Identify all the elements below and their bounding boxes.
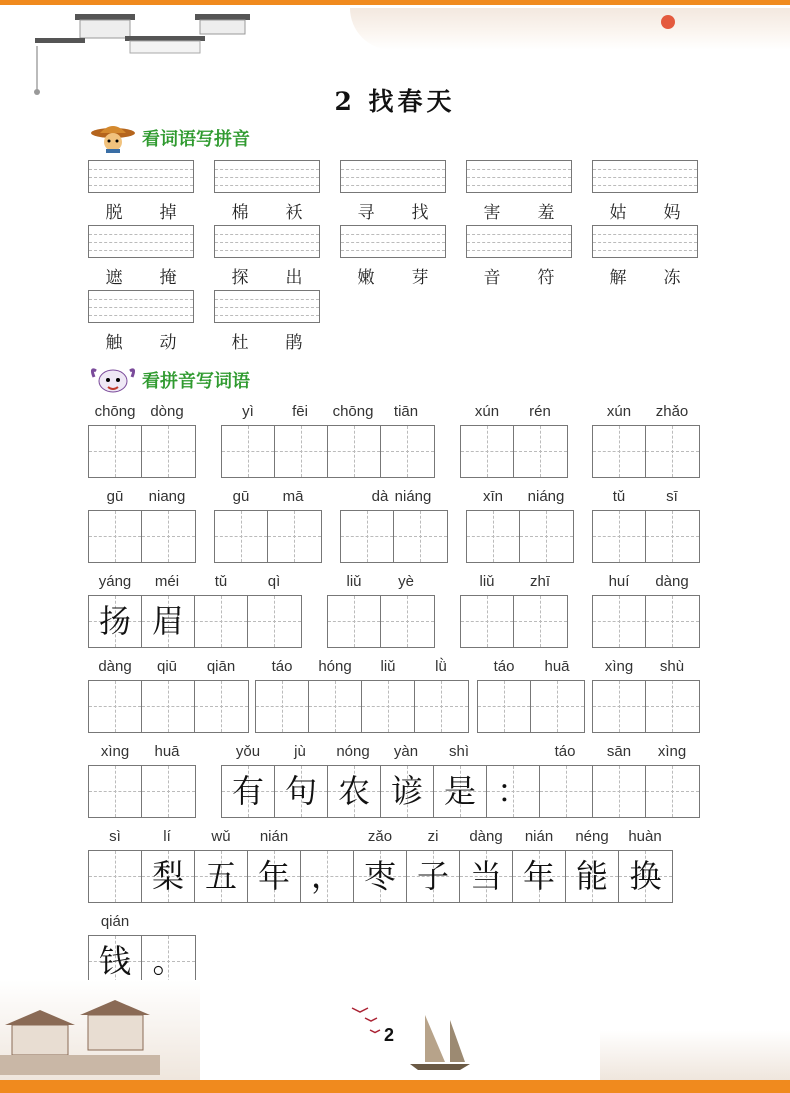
filled-char: 谚 [390,772,423,810]
pinyin-answer-box[interactable] [340,160,446,193]
filled-char: 眉 [151,602,184,640]
filled-char: 换 [629,857,662,895]
page-number: 2 [384,1025,395,1045]
filled-char: 有 [231,772,264,810]
landscape-decoration [350,8,790,50]
pinyin-label: dàng [98,658,132,675]
writing-cell[interactable] [328,596,381,647]
section-label: 看词语写拼音 [142,129,250,150]
writing-grid [88,510,196,563]
vocab-char: 找 [411,203,429,223]
writing-cell[interactable] [381,596,434,647]
writing-cell[interactable] [328,766,381,817]
writing-grid [88,595,302,648]
vocab-char: 害 [483,203,501,223]
pinyin-label: dòng [150,403,184,420]
pinyin-label: qián [100,913,130,930]
village-decoration-icon [0,985,160,1075]
pinyin-label: tiān [393,403,419,420]
pinyin-label: tǔ [214,573,228,590]
writing-cell[interactable] [434,766,487,817]
pinyin-label: dàng [469,828,503,845]
writing-grid [592,680,700,733]
writing-cell[interactable] [593,596,646,647]
pinyin-label: zi [427,828,439,845]
filled-char: 是 [443,772,476,810]
writing-cell[interactable] [89,426,142,477]
vocab-char: 音 [483,268,501,288]
pinyin-answer-box[interactable] [214,290,320,323]
pinyin-label: yàn [393,743,419,760]
pinyin-label: hóng [318,658,352,675]
pinyin-answer-box[interactable] [214,160,320,193]
pinyin-label: gū [106,488,124,505]
writing-cell[interactable] [142,426,195,477]
vocab-char: 姑 [609,203,627,223]
writing-cell[interactable] [513,851,566,902]
writing-cell[interactable] [415,681,468,732]
filled-char: 梨 [151,857,184,895]
pinyin-label: wǔ [211,828,231,845]
filled-char: 子 [416,857,449,895]
writing-cell[interactable] [646,766,699,817]
writing-cell[interactable] [461,596,514,647]
vocab-word [598,198,692,223]
vocab-char: 袄 [285,203,303,223]
pinyin-label: nóng [336,743,370,760]
writing-grid [327,595,435,648]
writing-cell[interactable] [531,681,584,732]
vocab-char: 妈 [663,203,681,223]
writing-grid [466,510,574,563]
sailboat-decoration-icon [340,1000,480,1075]
filled-char: 农 [337,772,370,810]
writing-cell[interactable] [222,766,275,817]
pinyin-label: jù [294,743,306,760]
writing-cell[interactable] [89,851,142,902]
pinyin-label: táo [554,743,576,760]
writing-cell[interactable] [341,511,394,562]
pinyin-label: dàng [655,573,689,590]
pinyin-label: nián [524,828,554,845]
writing-cell[interactable] [301,851,354,902]
writing-cell[interactable] [461,426,514,477]
writing-cell[interactable] [593,511,646,562]
vocab-char: 解 [609,268,627,288]
writing-cell[interactable] [646,511,699,562]
landscape-decoration [600,1030,790,1080]
writing-cell[interactable] [362,681,415,732]
cartoon-goat-character-icon [88,365,138,395]
pinyin-label: yáng [98,573,132,590]
writing-cell[interactable] [142,766,195,817]
writing-cell[interactable] [248,851,301,902]
writing-cell[interactable] [328,426,381,477]
vocab-char: 羞 [537,203,555,223]
pinyin-label: shì [448,743,469,760]
pinyin-label: huā [544,658,570,675]
pinyin-label: niáng [527,488,565,505]
pinyin-label: qiān [206,658,236,675]
bottom-accent-bar [0,1080,790,1093]
vocab-char: 杜 [231,333,249,353]
writing-cell[interactable] [593,766,646,817]
pinyin-answer-box[interactable] [592,225,698,258]
vocab-char: 触 [105,333,123,353]
filled-char: 。 [152,942,185,980]
pinyin-label: xún [474,403,500,420]
pinyin-label: sī [666,488,678,505]
writing-grid [214,510,322,563]
pinyin-label: nián [259,828,289,845]
pinyin-label: tǔ [612,488,626,505]
pinyin-label: niáng [394,488,432,505]
writing-cell[interactable] [619,851,672,902]
vocab-word [472,263,566,288]
vocab-char: 掩 [159,268,177,288]
writing-cell[interactable] [520,511,573,562]
writing-cell[interactable] [540,766,593,817]
writing-cell[interactable] [309,681,362,732]
vocab-char: 芽 [411,268,429,288]
section-write-words [88,365,250,395]
vocab-char: 出 [285,268,303,288]
pinyin-label: niang [148,488,186,505]
pinyin-label: yè [398,573,414,590]
writing-cell[interactable] [566,851,619,902]
pinyin-answer-box[interactable] [340,225,446,258]
writing-cell[interactable] [487,766,540,817]
writing-cell[interactable] [275,766,328,817]
vocab-char: 鹃 [285,333,303,353]
vocab-char: 符 [537,268,555,288]
writing-cell[interactable] [646,426,699,477]
pinyin-answer-box[interactable] [214,225,320,258]
filled-char: 钱 [98,942,131,980]
pinyin-label: rén [529,403,551,420]
writing-cell[interactable] [142,596,195,647]
vocab-word [346,198,440,223]
pinyin-label: zǎo [367,828,393,845]
pinyin-label: xìng [100,743,130,760]
writing-grid [255,680,469,733]
filled-char: 年 [257,857,290,895]
writing-cell[interactable] [407,851,460,902]
pinyin-answer-box[interactable] [88,160,194,193]
writing-cell[interactable] [89,681,142,732]
pinyin-label: huí [608,573,630,590]
vocab-char: 嫩 [357,268,375,288]
vocab-char: 冻 [663,268,681,288]
filled-char: 扬 [98,602,131,640]
writing-cell[interactable] [381,426,434,477]
vocab-char: 掉 [159,203,177,223]
pinyin-label: fēi [292,403,308,420]
vocab-char: 探 [231,268,249,288]
writing-grid [221,765,700,818]
pinyin-answer-box[interactable] [592,160,698,193]
writing-grid [592,425,700,478]
lesson-title: 2 找春天 [334,87,456,116]
writing-cell[interactable] [646,596,699,647]
pinyin-label: chōng [94,403,136,420]
writing-cell[interactable] [89,511,142,562]
filled-char: 句 [284,772,317,810]
top-accent-bar [0,0,790,5]
writing-grid [88,765,196,818]
filled-char: 能 [575,857,608,895]
vocab-word [94,328,188,353]
filled-char: ： [496,772,529,810]
writing-cell[interactable] [478,681,531,732]
writing-grid [477,680,585,733]
writing-grid [88,850,673,903]
writing-cell[interactable] [195,596,248,647]
sun-decoration [661,15,675,29]
pinyin-label: néng [575,828,609,845]
writing-grid [88,680,249,733]
writing-cell[interactable] [514,596,567,647]
writing-cell[interactable] [89,766,142,817]
writing-cell[interactable] [460,851,513,902]
pinyin-label: xīn [482,488,503,505]
writing-grid [221,425,435,478]
writing-grid [592,510,700,563]
vocab-char: 寻 [357,203,375,223]
writing-cell[interactable] [394,511,447,562]
pinyin-label: xìng [604,658,634,675]
writing-cell[interactable] [195,851,248,902]
pinyin-label: mā [282,488,304,505]
vocab-word [94,198,188,223]
pinyin-label: liǔ [346,573,362,590]
pinyin-label: liǔ [479,573,495,590]
vocab-word [220,263,314,288]
pinyin-answer-box[interactable] [466,225,572,258]
vocab-char: 动 [159,333,177,353]
writing-grid [460,425,568,478]
pinyin-answer-box[interactable] [466,160,572,193]
pinyin-label: huā [154,743,180,760]
pinyin-label: qì [267,573,281,590]
writing-cell[interactable] [593,681,646,732]
pinyin-label: zhǎo [655,403,689,420]
writing-grid [340,510,448,563]
vocab-word [472,198,566,223]
writing-cell[interactable] [195,681,248,732]
filled-char: 枣 [363,857,396,895]
pinyin-label: shù [659,658,685,675]
pinyin-label: huàn [628,828,662,845]
pinyin-label: xún [606,403,632,420]
pinyin-answer-box[interactable] [88,225,194,258]
writing-cell[interactable] [89,596,142,647]
writing-cell[interactable] [514,426,567,477]
pinyin-label: táo [271,658,293,675]
writing-cell[interactable] [467,511,520,562]
writing-grid [88,425,196,478]
filled-char: ， [310,857,343,895]
pinyin-label: lǜ [435,658,447,675]
cartoon-hat-character-icon [88,123,138,153]
pinyin-label: zhī [529,573,550,590]
writing-cell[interactable] [593,426,646,477]
writing-cell[interactable] [222,426,275,477]
writing-grid [460,595,568,648]
writing-cell[interactable] [215,511,268,562]
writing-cell[interactable] [646,681,699,732]
pinyin-label: gū [232,488,250,505]
writing-cell[interactable] [354,851,407,902]
filled-char: 当 [469,857,502,895]
pinyin-label: sì [109,828,121,845]
vocab-word [220,198,314,223]
pinyin-label: yì [242,403,254,420]
vocab-char: 棉 [231,203,249,223]
writing-cell[interactable] [142,851,195,902]
pinyin-label: lí [163,828,171,845]
pinyin-label: chōng [332,403,374,420]
writing-cell[interactable] [256,681,309,732]
writing-grid [592,595,700,648]
filled-char: 五 [204,857,237,895]
writing-cell[interactable] [381,766,434,817]
vocab-char: 脱 [105,203,123,223]
section-write-pinyin [88,123,250,153]
vocab-word [346,263,440,288]
pinyin-label: sān [606,743,632,760]
vocab-word [220,328,314,353]
pinyin-label: xìng [657,743,687,760]
writing-cell[interactable] [248,596,301,647]
pinyin-label: liǔ [380,658,396,675]
writing-cell[interactable] [142,511,195,562]
pinyin-label: yǒu [235,743,261,760]
pinyin-label: dà [371,488,389,505]
vocab-word [598,263,692,288]
filled-char: 年 [522,857,555,895]
pinyin-label: méi [154,573,180,590]
writing-cell[interactable] [268,511,321,562]
writing-cell[interactable] [275,426,328,477]
pinyin-answer-box[interactable] [88,290,194,323]
writing-cell[interactable] [142,681,195,732]
pinyin-label: táo [493,658,515,675]
vocab-word [94,263,188,288]
section-label: 看拼音写词语 [142,371,250,392]
vocab-char: 遮 [105,268,123,288]
pinyin-label: qiū [156,658,178,675]
